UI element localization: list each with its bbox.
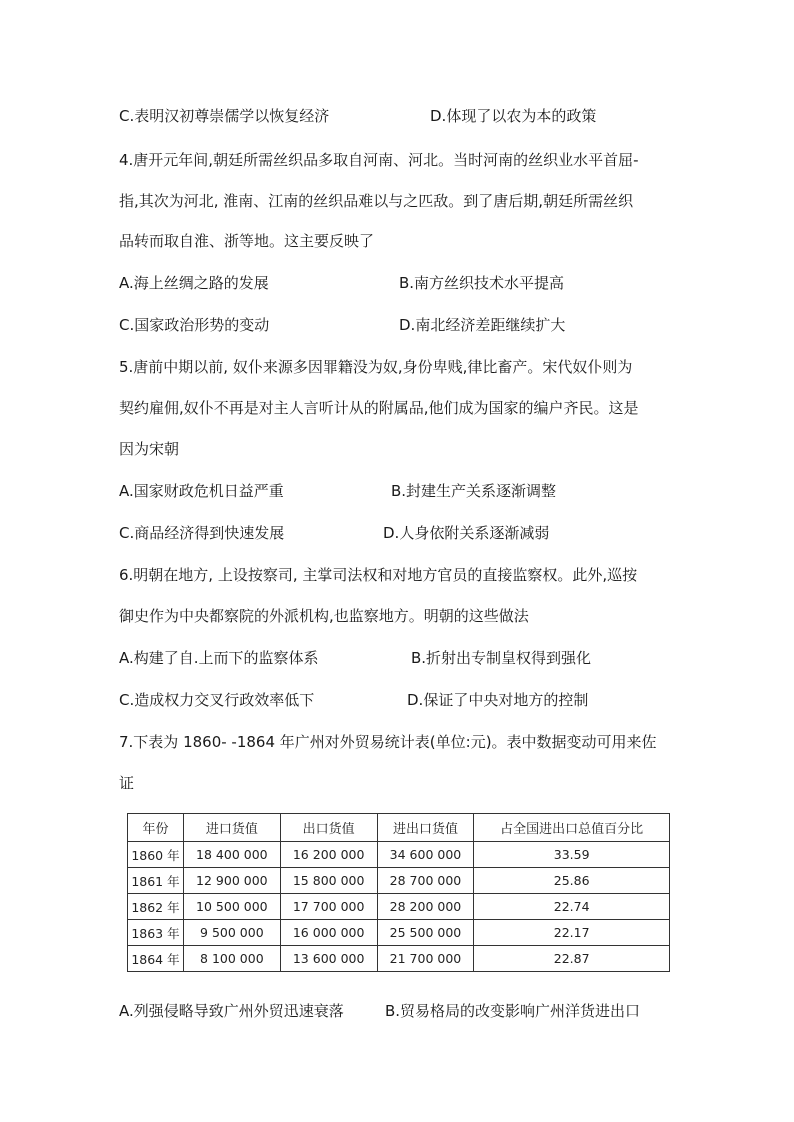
q4-option-b: B.南方丝织技术水平提高: [399, 274, 565, 292]
q4-option-a: A.海上丝绸之路的发展: [119, 274, 269, 292]
cell-total: 28 200 000: [377, 894, 474, 920]
cell-import: 8 100 000: [183, 946, 280, 972]
header-national-share: 占全国进出口总值百分比: [474, 814, 670, 842]
q7-option-a: A.列强侵略导致广州外贸迅速衰落: [119, 1002, 344, 1020]
q6-option-a: A.构建了自.上而下的监察体系: [119, 649, 319, 667]
cell-share: 22.87: [474, 946, 670, 972]
q4-stem-line-3: 品转而取自淮、浙等地。这主要反映了: [119, 232, 375, 250]
header-year: 年份: [128, 814, 184, 842]
q3-option-c: C.表明汉初尊崇儒学以恢复经济: [119, 107, 330, 125]
cell-import: 9 500 000: [183, 920, 280, 946]
q4-stem-line-1: 4.唐开元年间,朝廷所需丝织品多取自河南、河北。当时河南的丝织业水平首屈-: [119, 151, 639, 169]
q6-option-d: D.保证了中央对地方的控制: [407, 691, 589, 709]
cell-export: 17 700 000: [280, 894, 377, 920]
cell-year: 1861 年: [128, 868, 184, 894]
q5-option-b: B.封建生产关系逐渐调整: [391, 482, 557, 500]
header-import-value: 进口货值: [183, 814, 280, 842]
q6-option-c: C.造成权力交叉行政效率低下: [119, 691, 315, 709]
cell-export: 16 000 000: [280, 920, 377, 946]
table-row: [128, 946, 670, 972]
q4-option-d: D.南北经济差距继续扩大: [399, 316, 566, 334]
table-row: [128, 868, 670, 894]
q6-stem-line-2: 御史作为中央都察院的外派机构,也监察地方。明朝的这些做法: [119, 607, 529, 625]
cell-share: 22.74: [474, 894, 670, 920]
header-export-value: 出口货值: [280, 814, 377, 842]
q7-stem-line-2: 证: [119, 774, 135, 792]
cell-share: 25.86: [474, 868, 670, 894]
cell-import: 18 400 000: [183, 842, 280, 868]
table-row: [128, 842, 670, 868]
q4-option-c: C.国家政治形势的变动: [119, 316, 270, 334]
q5-option-d: D.人身依附关系逐渐减弱: [383, 524, 550, 542]
cell-export: 13 600 000: [280, 946, 377, 972]
table-row: [128, 894, 670, 920]
cell-total: 25 500 000: [377, 920, 474, 946]
table-row: [128, 920, 670, 946]
q5-stem-line-2: 契约雇佣,奴仆不再是对主人言听计从的附属品,他们成为国家的编户齐民。这是: [119, 399, 639, 417]
q4-stem-line-2: 指,其次为河北, 淮南、江南的丝织品难以与之匹敌。到了唐后期,朝廷所需丝织: [119, 192, 634, 210]
cell-export: 16 200 000: [280, 842, 377, 868]
cell-export: 15 800 000: [280, 868, 377, 894]
cell-share: 33.59: [474, 842, 670, 868]
cell-year: 1860 年: [128, 842, 184, 868]
q5-stem-line-3: 因为宋朝: [119, 440, 180, 458]
q5-option-c: C.商品经济得到快速发展: [119, 524, 285, 542]
cell-total: 28 700 000: [377, 868, 474, 894]
cell-total: 34 600 000: [377, 842, 474, 868]
q7-stem-line-1: 7.下表为 1860- -1864 年广州对外贸易统计表(单位:元)。表中数据变动可用来佐: [119, 733, 657, 751]
q6-stem-line-1: 6.明朝在地方, 上设按察司, 主掌司法权和对地方官员的直接监察权。此外,巡按: [119, 566, 638, 584]
q5-option-a: A.国家财政危机日益严重: [119, 482, 284, 500]
cell-year: 1863 年: [128, 920, 184, 946]
cell-import: 12 900 000: [183, 868, 280, 894]
cell-year: 1862 年: [128, 894, 184, 920]
cell-share: 22.17: [474, 920, 670, 946]
q7-option-b: B.贸易格局的改变影响广州洋货进出口: [385, 1002, 641, 1020]
trade-statistics-table: [127, 813, 670, 972]
cell-total: 21 700 000: [377, 946, 474, 972]
header-total-value: 进出口货值: [377, 814, 474, 842]
q3-option-d: D.体现了以农为本的政策: [430, 107, 597, 125]
table-header-row: [128, 814, 670, 842]
cell-year: 1864 年: [128, 946, 184, 972]
q5-stem-line-1: 5.唐前中期以前, 奴仆来源多因罪籍没为奴,身份卑贱,律比畜产。宋代奴仆则为: [119, 358, 633, 376]
q6-option-b: B.折射出专制皇权得到强化: [411, 649, 592, 667]
cell-import: 10 500 000: [183, 894, 280, 920]
